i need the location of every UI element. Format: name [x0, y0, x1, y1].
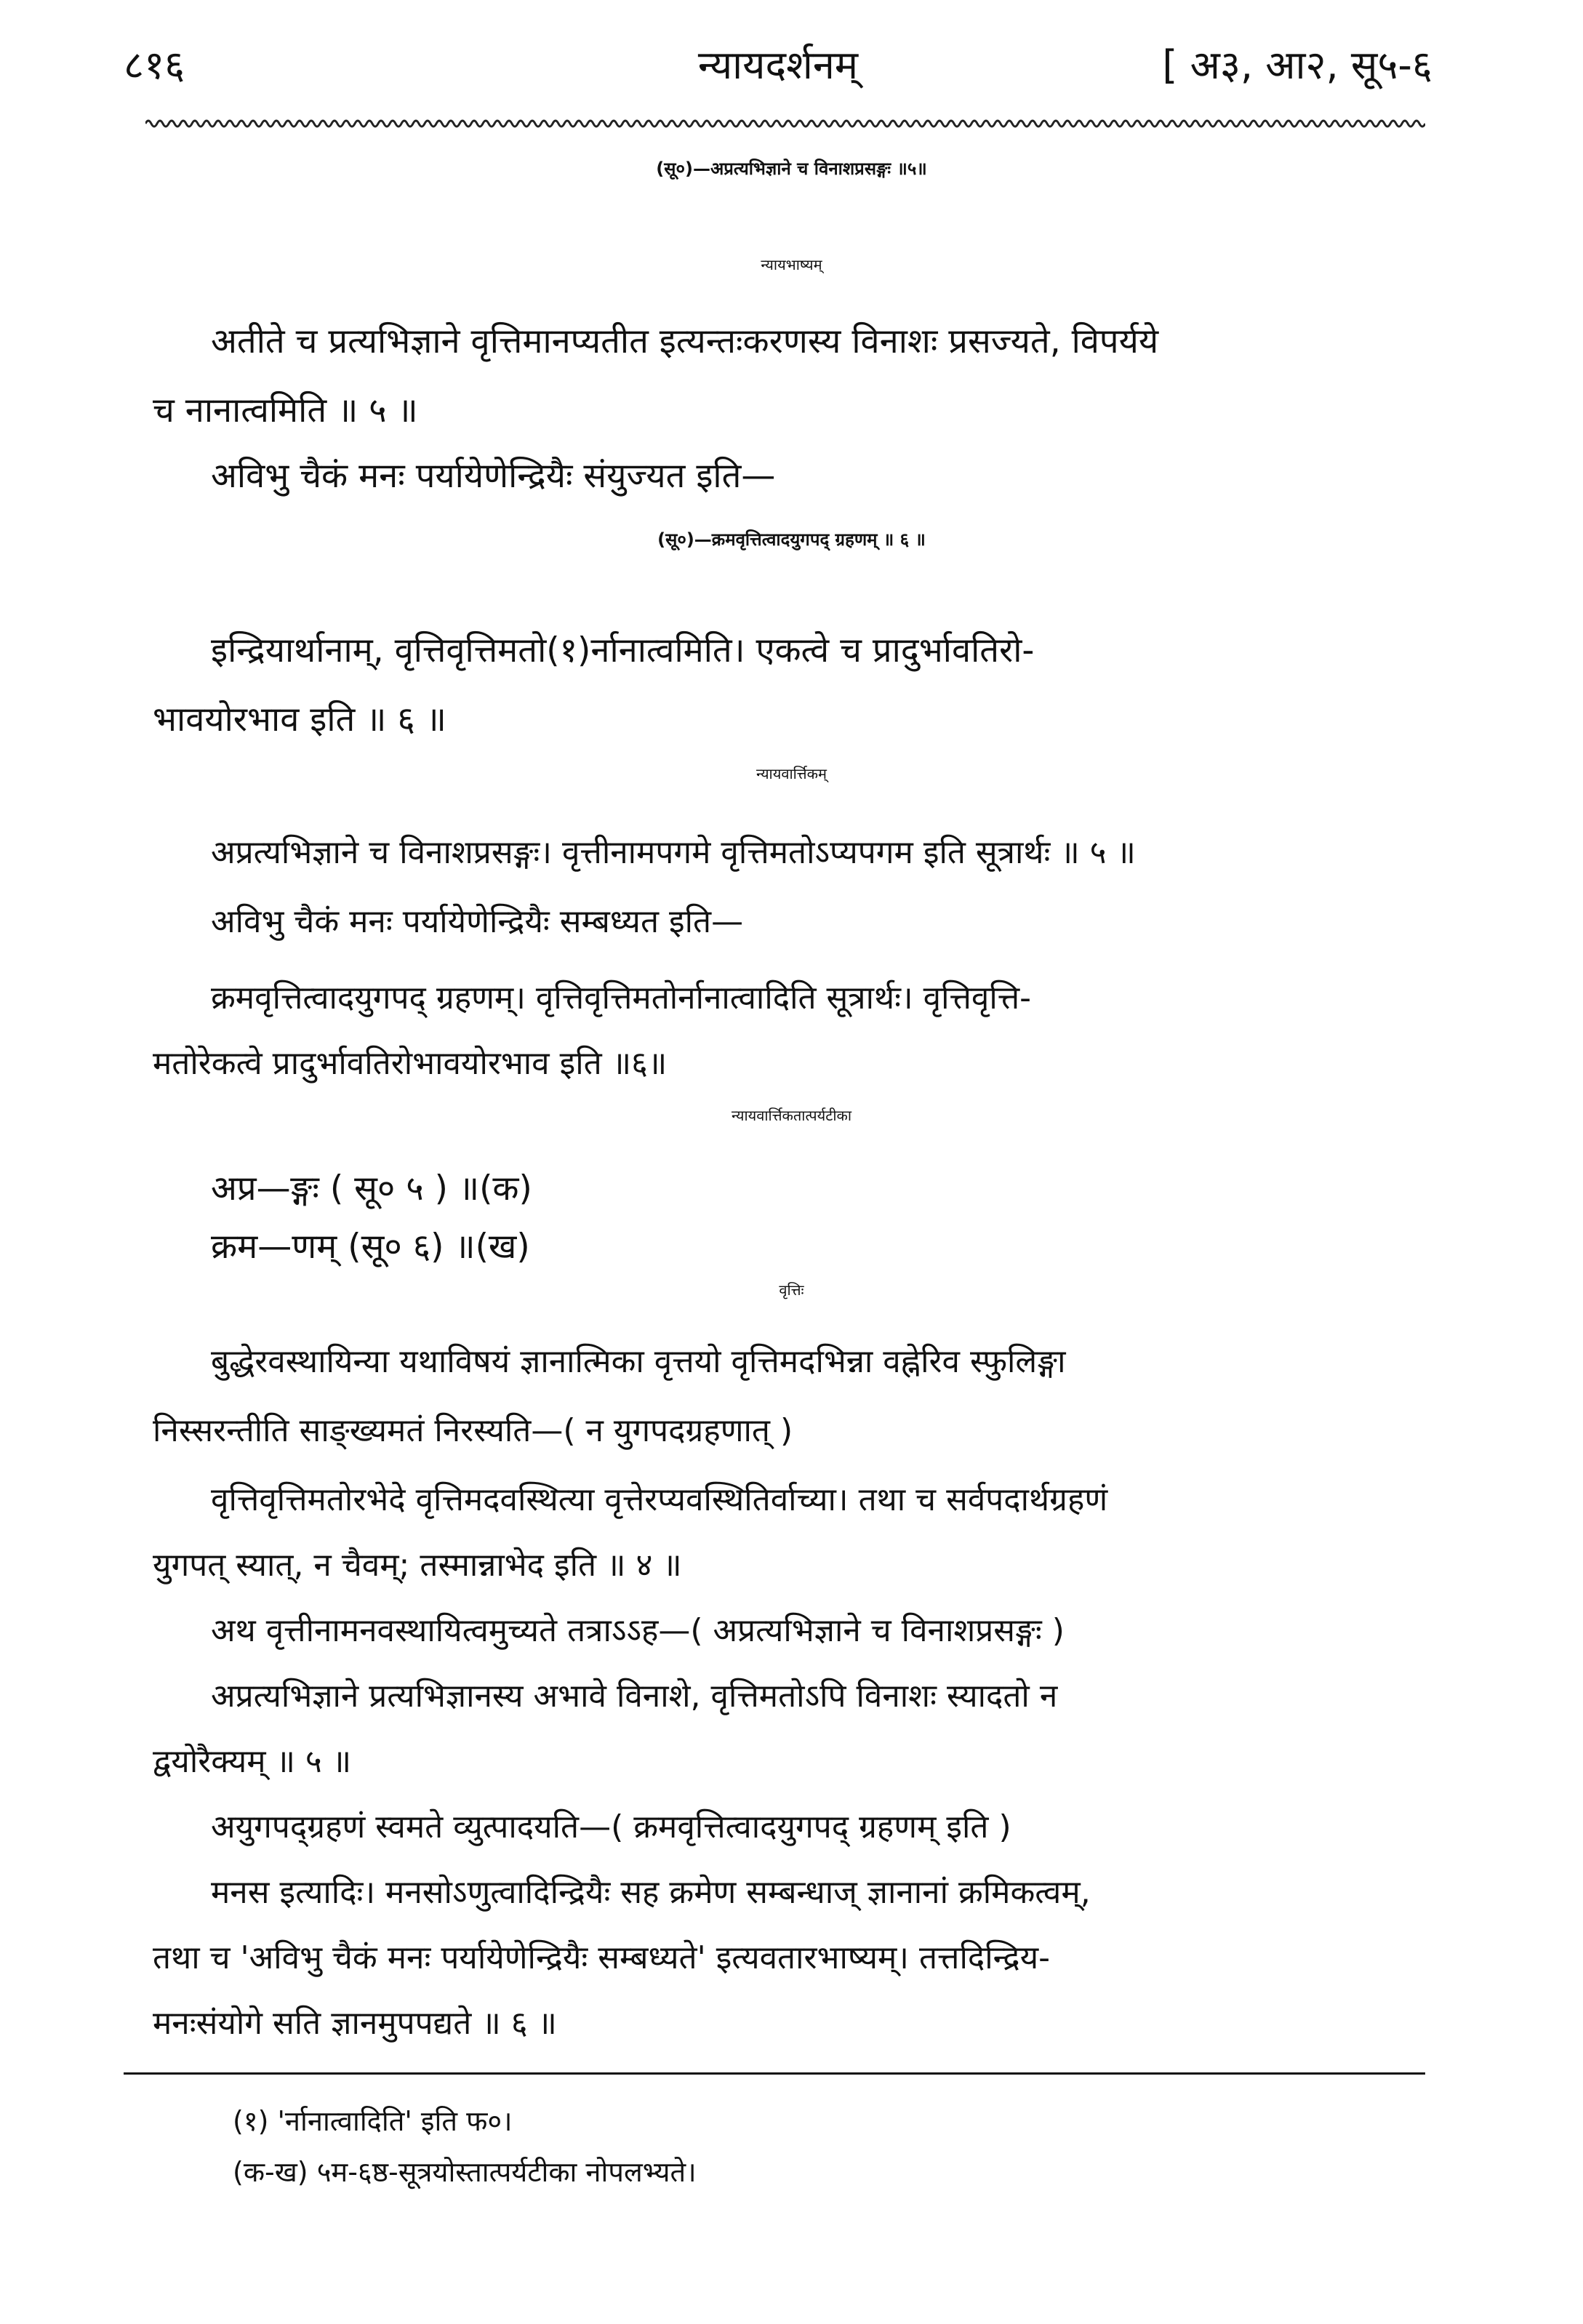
page-number: ८१६	[124, 42, 185, 88]
running-header	[124, 36, 1432, 102]
bhashya-line: इन्द्रियार्थानाम्, वृत्तिवृत्तिमतो(१)र्नानात्वमिति। एकत्वे च प्रादुर्भावतिरो-	[211, 630, 1035, 670]
vritti-line: वृत्तिवृत्तिमतोरभेदे वृत्तिमदवस्थित्या वृत्तेरप्यवस्थितिर्वाच्या। तथा च सर्वपदार्थग्रहणं	[211, 1481, 1108, 1518]
vritti-line: द्वयोरैक्यम् ॥ ५ ॥	[153, 1743, 352, 1780]
vartika-line: क्रमवृत्तित्वादयुगपद् ग्रहणम्। वृत्तिवृत्तिमतोर्नानात्वादिति सूत्रार्थः। वृत्तिवृत्ति-	[211, 979, 1032, 1017]
vritti-line: तथा च 'अविभु चैकं मनः पर्यायेणेन्द्रियैः सम्बध्यते' इत्यवतारभाष्यम्। तत्तदिन्द्रिय-	[153, 1939, 1050, 1976]
vritti-line: अयुगपद्ग्रहणं स्वमते व्युत्पादयति—( क्रमवृत्तित्वादयुगपद् ग्रहणम् इति )	[211, 1808, 1011, 1846]
footnote-2: (क-ख) ५म-६ष्ठ-सूत्रयोस्तात्पर्यटीका नोपलभ्यते।	[233, 2156, 697, 2188]
vritti-line: बुद्धेरवस्थायिन्या यथाविषयं ज्ञानात्मिका वृत्तयो वृत्तिमदभिन्ना वह्नेरिव स्फुलिङ्गा	[211, 1343, 1066, 1380]
vritti-line: मनःसंयोगे सति ज्ञानमुपपद्यते ॥ ६ ॥	[153, 2005, 557, 2042]
vritti-line: मनस इत्यादिः। मनसोऽणुत्वादिन्द्रियैः सह क्रमेण सम्बन्धाज् ज्ञानानां क्रमिकत्वम्,	[211, 1874, 1091, 1911]
vartika-line: मतोरेकत्वे प्रादुर्भावतिरोभावयोरभाव इति ॥६॥	[153, 1045, 668, 1082]
sutra-5: (सू०)—अप्रत्यभिज्ञाने च विनाशप्रसङ्गः ॥५॥	[656, 159, 927, 179]
section-title-vritti: वृत्तिः	[779, 1281, 804, 1299]
section-reference: [ अ३, आ२, सू५-६	[1162, 42, 1432, 88]
vritti-line: अथ वृत्तीनामनवस्थायित्वमुच्यते तत्राऽऽह—( अप्रत्यभिज्ञाने च विनाशप्रसङ्गः )	[211, 1612, 1065, 1649]
vritti-line: निस्सरन्तीति साङ्ख्यमतं निरस्यति—( न युगपदग्रहणात् )	[153, 1412, 793, 1449]
bhashya-line: अतीते च प्रत्यभिज्ञाने वृत्तिमानप्यतीत इत्यन्तःकरणस्य विनाशः प्रसज्यते, विपर्यये	[211, 321, 1159, 361]
vartika-line: अविभु चैकं मनः पर्यायेणेन्द्रियैः सम्बध्यत इति—	[211, 903, 744, 940]
vartika-line: अप्रत्यभिज्ञाने च विनाशप्रसङ्गः। वृत्तीनामपगमे वृत्तिमतोऽप्यपगम इति सूत्रार्थः ॥ ५ ॥	[211, 834, 1136, 871]
section-title-nyayavartika: न्यायवार्त्तिकम्	[756, 765, 827, 782]
sutra-6: (सू०)—क्रमवृत्तित्वादयुगपद् ग्रहणम् ॥ ६ ॥	[657, 529, 926, 550]
footnote-rule	[124, 2072, 1425, 2075]
vritti-line: अप्रत्यभिज्ञाने प्रत्यभिज्ञानस्य अभावे विनाशे, वृत्तिमतोऽपि विनाशः स्यादतो न	[211, 1678, 1058, 1715]
footnote-1: (१) 'र्नानात्वादिति' इति फ०।	[233, 2105, 513, 2137]
tatparya-line: अप्र—ङ्गः ( सू० ५ ) ॥(क)	[211, 1169, 532, 1209]
bhashya-line: अविभु चैकं मनः पर्यायेणेन्द्रियैः संयुज्यत इति—	[211, 456, 776, 496]
wavy-divider	[145, 116, 1425, 131]
bhashya-line: भावयोरभाव इति ॥ ६ ॥	[153, 700, 446, 740]
vritti-line: युगपत् स्यात्, न चैवम्; तस्मान्नाभेद इति ॥ ४ ॥	[153, 1547, 682, 1584]
section-title-nyayabhashya: न्यायभाष्यम्	[761, 256, 822, 273]
tatparya-line: क्रम—णम् (सू० ६) ॥(ख)	[211, 1227, 530, 1267]
running-title: न्यायदर्शनम्	[697, 42, 859, 88]
bhashya-line: च नानात्वमिति ॥ ५ ॥	[153, 390, 418, 430]
section-title-tatparya: न्यायवार्त्तिकतात्पर्यटीका	[731, 1107, 852, 1124]
